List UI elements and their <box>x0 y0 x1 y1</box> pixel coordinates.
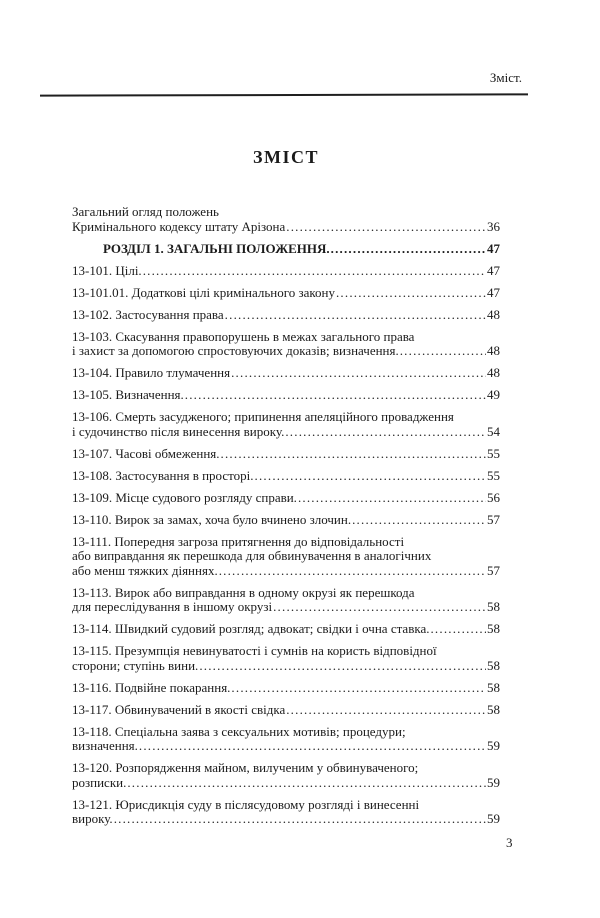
toc-entry-line <box>72 549 500 564</box>
toc-entry-line <box>72 469 500 484</box>
toc-entry-line <box>72 622 500 637</box>
toc-entry-line <box>72 513 500 528</box>
toc-entry-line <box>72 447 500 462</box>
toc-entry-line <box>72 535 500 550</box>
toc-entry <box>72 469 500 484</box>
header-rule <box>40 93 528 96</box>
toc-page-number: 48 <box>487 343 500 358</box>
toc-entry <box>72 447 500 462</box>
dot-leader <box>219 564 486 579</box>
toc-entry-line <box>72 330 500 345</box>
toc-entry-text: 13-102. Застосування права <box>72 306 224 322</box>
toc-page-number: 47 <box>487 284 500 300</box>
toc-page-number: 55 <box>487 445 500 461</box>
toc-entry-text: 13-104. Правило тлумачення <box>72 365 231 380</box>
dot-leader <box>286 220 486 235</box>
dot-leader <box>199 659 486 674</box>
dot-leader <box>286 703 486 718</box>
toc-entry-line <box>72 681 500 696</box>
toc-entry-text: для переслідування в іншому окрузі <box>72 599 273 614</box>
running-header <box>490 71 522 85</box>
toc-entry-line <box>72 264 500 279</box>
toc-entry <box>72 513 500 528</box>
toc-page-number: 58 <box>487 599 500 614</box>
toc-entry-line <box>72 600 500 615</box>
toc-entry-text: 13-116. Подвійне покарання. <box>72 679 231 695</box>
toc-page-number: 56 <box>487 489 500 505</box>
dot-leader <box>139 739 486 754</box>
toc-page-number: 48 <box>487 306 500 322</box>
toc-entry <box>72 761 500 790</box>
toc-entry-line <box>72 564 500 579</box>
toc-entry-text: 13-117. Обвинувачений в якості свідка <box>72 701 286 717</box>
toc-entry <box>72 286 500 301</box>
toc-entry <box>72 491 500 506</box>
toc-entry-line <box>72 344 500 359</box>
toc-entry-text: 13-114. Швидкий судовий розгляд; адвокат; свідки і очна ставка. <box>72 621 430 636</box>
dot-leader <box>273 600 486 615</box>
toc-entry <box>72 205 500 234</box>
dot-leader <box>430 622 486 637</box>
toc-entry <box>72 535 500 579</box>
toc-page-number: 59 <box>487 811 500 826</box>
toc-entry-line <box>72 286 500 301</box>
toc-entry-text: 13-107. Часові обмеження. <box>72 445 220 461</box>
toc-page-number: 49 <box>487 387 500 402</box>
toc-entry-text: 13-115. Презумпція невинуватості і сумнів на користь відповідної <box>72 643 437 658</box>
toc-entry-text: Загальний огляд положень <box>72 204 219 219</box>
toc-entry-line <box>72 242 500 257</box>
toc-entry-text: сторони; ступінь вини. <box>72 657 199 673</box>
toc-entry-text: і захист за допомогою спростовуючих доказів; визначення. <box>72 343 399 358</box>
dot-leader <box>143 264 486 279</box>
toc-entry <box>72 410 500 439</box>
toc-entry-text: і судочинство після винесення вироку. <box>72 423 285 439</box>
toc-entry <box>72 330 500 359</box>
toc-entry-line <box>72 410 500 425</box>
toc-entry-text: Кримінального кодексу штату Арізона <box>72 218 286 234</box>
toc-entry-line <box>72 659 500 674</box>
toc-entry-text: 13-110. Вирок за замах, хоча було вчинено злочин. <box>72 511 352 527</box>
toc-entry-text: вироку. <box>72 811 113 826</box>
toc-entry-line <box>72 388 500 403</box>
toc-entry <box>72 681 500 696</box>
toc-entry-text: РОЗДІЛ 1. ЗАГАЛЬНІ ПОЛОЖЕННЯ. <box>103 240 330 256</box>
toc-page-number: 36 <box>487 218 500 234</box>
dot-leader <box>285 425 486 440</box>
toc-entry-text: 13-105. Визначення. <box>72 387 184 402</box>
toc-entry-text: 13-103. Скасування правопорушень в межах загального права <box>72 328 415 344</box>
toc-entry-line <box>72 205 500 220</box>
toc-entry-text: 13-113. Вирок або виправдання в одному окрузі як перешкода <box>72 584 415 600</box>
toc-entry-line <box>72 739 500 754</box>
toc-entry-line <box>72 725 500 740</box>
toc-entry <box>72 586 500 615</box>
toc-entry-text: визначення. <box>72 738 138 753</box>
toc-page-number: 47 <box>487 262 500 278</box>
toc-entry-line <box>72 366 500 381</box>
running-header-text: Зміст. <box>489 70 522 85</box>
toc-entry-line <box>72 220 500 235</box>
toc-entry <box>72 725 500 754</box>
toc-entry-text: 13-120. Розпорядження майном, вилученим у обвинуваченого; <box>72 760 419 775</box>
toc-page-number: 48 <box>487 365 500 380</box>
dot-leader <box>400 344 486 359</box>
toc-page-number: 58 <box>487 657 500 673</box>
dot-leader <box>352 513 486 528</box>
toc-entry-text: 13-106. Смерть засудженого; припинення апеляційного провадження <box>72 409 454 424</box>
toc-entry-text: розписки. <box>72 774 127 790</box>
toc-list <box>72 205 500 827</box>
page-number: 3 <box>506 835 513 850</box>
dot-leader <box>185 388 486 403</box>
page-title: ЗМІСТ <box>253 147 319 167</box>
dot-leader <box>114 812 486 827</box>
toc-entry-line <box>72 761 500 776</box>
toc-entry-line <box>72 425 500 440</box>
toc-entry-text: 13-108. Застосування в просторі. <box>72 467 254 483</box>
toc-entry <box>72 366 500 381</box>
toc-entry-text: 13-118. Спеціальна заява з сексуальних мотивів; процедури; <box>72 723 406 739</box>
toc-page-number: 57 <box>487 511 500 527</box>
toc-entry-text: 13-121. Юрисдикція суду в післясудовому розгляді і винесенні <box>72 796 420 812</box>
toc-entry-text: 13-101.01. Додаткові цілі кримінального закону <box>72 284 335 300</box>
dot-leader <box>225 308 486 323</box>
toc-entry-line <box>72 586 500 601</box>
toc-entry <box>72 798 500 827</box>
dot-leader <box>331 242 486 257</box>
toc-entry <box>72 622 500 637</box>
toc-entry-line <box>72 308 500 323</box>
toc-page-number: 58 <box>487 701 500 717</box>
toc-entry <box>72 703 500 718</box>
toc-entry-text: 13-111. Попередня загроза притягнення до відповідальності <box>72 533 405 549</box>
toc-entry-text: або менш тяжких діяннях. <box>72 562 218 578</box>
toc-entry <box>72 644 500 673</box>
toc-entry-line <box>72 798 500 813</box>
toc-page-number: 54 <box>487 423 500 439</box>
dot-leader <box>221 447 486 462</box>
toc-entry <box>72 388 500 403</box>
toc-page-number: 59 <box>487 738 500 753</box>
dot-leader <box>336 286 486 301</box>
dot-leader <box>231 366 486 381</box>
toc-page-number: 59 <box>487 774 500 790</box>
toc-entry-text: 13-101. Цілі. <box>72 262 142 278</box>
dot-leader <box>127 776 486 791</box>
dot-leader <box>231 681 486 696</box>
dot-leader <box>255 469 486 484</box>
toc-entry-line <box>72 644 500 659</box>
toc-entry-text: 13-109. Місце судового розгляду справи. <box>72 489 297 505</box>
toc-page-number: 58 <box>487 621 500 636</box>
dot-leader <box>298 491 486 506</box>
toc-page-number: 58 <box>487 679 500 695</box>
toc-page-number: 47 <box>487 240 500 256</box>
toc-entry <box>72 242 500 257</box>
toc-entry <box>72 264 500 279</box>
toc-entry-line <box>72 491 500 506</box>
toc-page-number: 57 <box>487 562 500 578</box>
toc-entry-line <box>72 812 500 827</box>
toc-entry-text: або виправдання як перешкода для обвинувачення в аналогічних <box>72 548 432 563</box>
toc-entry-line <box>72 776 500 791</box>
toc-entry <box>72 308 500 323</box>
toc-entry-line <box>72 703 500 718</box>
toc-page-number: 55 <box>487 467 500 483</box>
